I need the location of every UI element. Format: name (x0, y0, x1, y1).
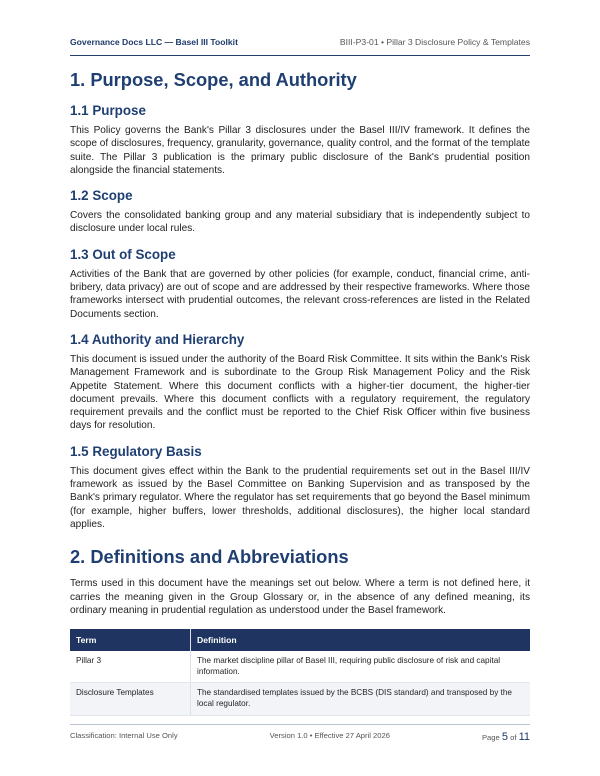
section-2-heading: 2. Definitions and Abbreviations (70, 546, 349, 568)
definition-cell: The market discipline pillar of Basel III, requiring public disclosure of risk and capital information. (191, 651, 531, 683)
section-1-1-heading: 1.1 Purpose (70, 103, 146, 118)
term-cell: Pillar 3 (70, 651, 191, 683)
page-current: 5 (501, 731, 508, 743)
page-total: 11 (518, 731, 530, 743)
section-1-5-heading: 1.5 Regulatory Basis (70, 443, 202, 459)
section-1-1-text: This Policy governs the Bank's Pillar 3 disclosures under the Basel III/IV framework. It defines the scope of disclosures, frequency, granularity, governance, quality control, and the format of the template suite. The Pillar 3 publication is the primary public disclosure of the Bank's prudential position alongside the financial statements. (70, 125, 530, 176)
section-1-2-text: Covers the consolidated banking group and any material subsidiary that is independently subject to disclosure under local rules. (70, 210, 530, 235)
section-1-2-heading: 1.2 Scope (70, 188, 133, 204)
definition-cell: The standardised templates issued by the BCBS (DIS standard) and transposed by the local regulator. (191, 683, 531, 715)
page-footer (70, 724, 530, 743)
page-of: of (510, 733, 517, 742)
table-row (70, 651, 530, 683)
version-label: Version 1.0 • Effective 27 April 2026 (269, 731, 390, 740)
term-cell: Disclosure Templates (70, 683, 191, 715)
section-1-heading: 1. Purpose, Scope, and Authority (70, 69, 357, 90)
section-1-3-heading: 1.3 Out of Scope (70, 246, 176, 262)
section-1-3-text: Activities of the Bank that are governed by other policies (for example, conduct, financial crime, anti-bribery, data privacy) are out of scope and are addressed by their respective frameworks. Where those frameworks intersect with prudential outcomes, the relevant cross-references are listed in the Related Documents section. (70, 268, 530, 320)
header-company: Governance Docs LLC — Basel III Toolkit (70, 37, 238, 47)
section-1-5-text: This document gives effect within the Bank to the prudential requirements set out in the Basel III/IV framework as issued by the Basel Committee on Banking Supervision and as transposed by the Bank's primary regulator. Where the regulator has set requirements that go beyond the Basel minimum (for example, higher buffers, lower thresholds, additional disclosures), the higher local standard applies. (70, 465, 530, 530)
table-header-row (70, 629, 530, 651)
page-content (70, 64, 530, 716)
section-1-4-heading: 1.4 Authority and Hierarchy (70, 331, 245, 347)
column-header-definition: Definition (191, 629, 531, 651)
classification-label: Classification: Internal Use Only (70, 731, 178, 740)
page-number (482, 731, 530, 743)
page-header (70, 34, 530, 56)
definitions-table (70, 629, 530, 715)
page-prefix: Page (481, 733, 500, 742)
table-row (70, 683, 530, 715)
header-doc-id: BIII-P3-01 • Pillar 3 Disclosure Policy & Templates (339, 37, 530, 47)
section-1-4-text: This document is issued under the authority of the Board Risk Committee. It sits within the Bank's Risk Management Framework and is subordinate to the Group Risk Management Policy and the Risk Appetite Statement. Where this document conflicts with a higher-tier document, the higher-tier document prevails. Where this document conflicts with a regulatory requirement, the regulatory requirement prevails and the conflict must be reported to the Chief Risk Officer within five business days for resolution. (70, 353, 530, 432)
column-header-term: Term (70, 629, 191, 651)
section-2-text: Terms used in this document have the meanings set out below. Where a term is not defined here, it carries the meaning given in the Group Glossary or, in the absence of any defined meaning, its ordinary meaning in prudential regulation as understood under the Basel framework. (70, 578, 530, 616)
